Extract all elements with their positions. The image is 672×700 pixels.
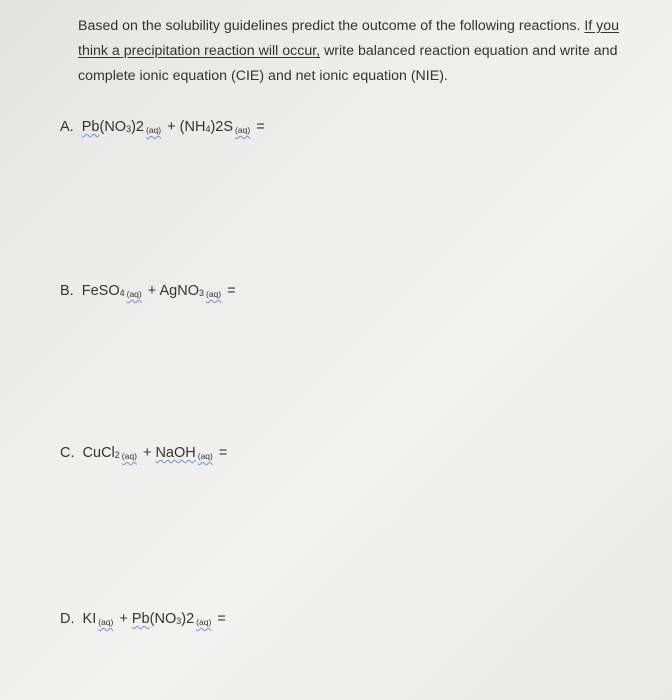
reactant-1: CuCl <box>82 445 115 461</box>
plus-sign: + <box>119 611 128 627</box>
state-label: (aq) <box>197 451 213 461</box>
reactant-2: AgNO <box>159 283 199 299</box>
plus-sign: + <box>142 445 152 461</box>
reactant-pb: Pb <box>131 611 150 627</box>
question-c <box>60 445 227 461</box>
question-label: C. <box>60 445 75 461</box>
reactant-nitrate: (NO <box>149 611 177 627</box>
subscript: 4 <box>205 124 211 134</box>
plus-sign: + <box>147 283 157 299</box>
instructions-paragraph <box>78 14 638 89</box>
equals-sign: = <box>227 283 236 299</box>
instructions-underlined-1: If you <box>584 18 620 34</box>
equals-sign: = <box>256 119 265 135</box>
instructions-line2: write balanced reaction equation and write and <box>324 43 618 59</box>
state-label: (aq) <box>206 289 222 299</box>
reactant-tail: )2 <box>181 611 195 627</box>
reactant-tail: )2 <box>131 119 144 135</box>
state-label: (aq) <box>121 451 137 461</box>
reactant-1: FeSO <box>81 283 120 299</box>
question-b <box>60 283 236 299</box>
state-label: (aq) <box>98 617 114 627</box>
state-label: (aq) <box>146 125 162 135</box>
reactant-1: KI <box>82 611 97 627</box>
question-a <box>60 119 265 135</box>
subscript: 2 <box>114 450 120 460</box>
instructions-underlined-2: think a precipitation reaction will occur, <box>78 43 321 59</box>
reactant-nitrate: (NO <box>99 119 127 135</box>
subscript: 3 <box>126 124 132 134</box>
question-label: D. <box>60 611 75 627</box>
subscript: 3 <box>198 288 204 298</box>
instructions-line3: complete ionic equation (CIE) and net ionic equation (NIE). <box>78 68 448 84</box>
question-label: B. <box>60 283 74 299</box>
subscript: 3 <box>176 616 182 626</box>
equals-sign: = <box>218 445 228 461</box>
reactant-sulfide: )2S <box>210 119 234 135</box>
equals-sign: = <box>217 611 226 627</box>
state-label: (aq) <box>126 289 142 299</box>
question-label: A. <box>60 119 74 135</box>
plus-sign: + <box>167 119 176 135</box>
state-label: (aq) <box>196 617 212 627</box>
state-label: (aq) <box>235 125 251 135</box>
reactant-2: NaOH <box>155 445 196 461</box>
subscript: 4 <box>119 288 125 298</box>
question-d <box>60 611 226 627</box>
instructions-line1: Based on the solubility guidelines predict the outcome of the following reactions. <box>78 18 581 34</box>
reactant-ammonium: (NH <box>179 119 206 135</box>
reactant-pb: Pb <box>81 119 100 135</box>
